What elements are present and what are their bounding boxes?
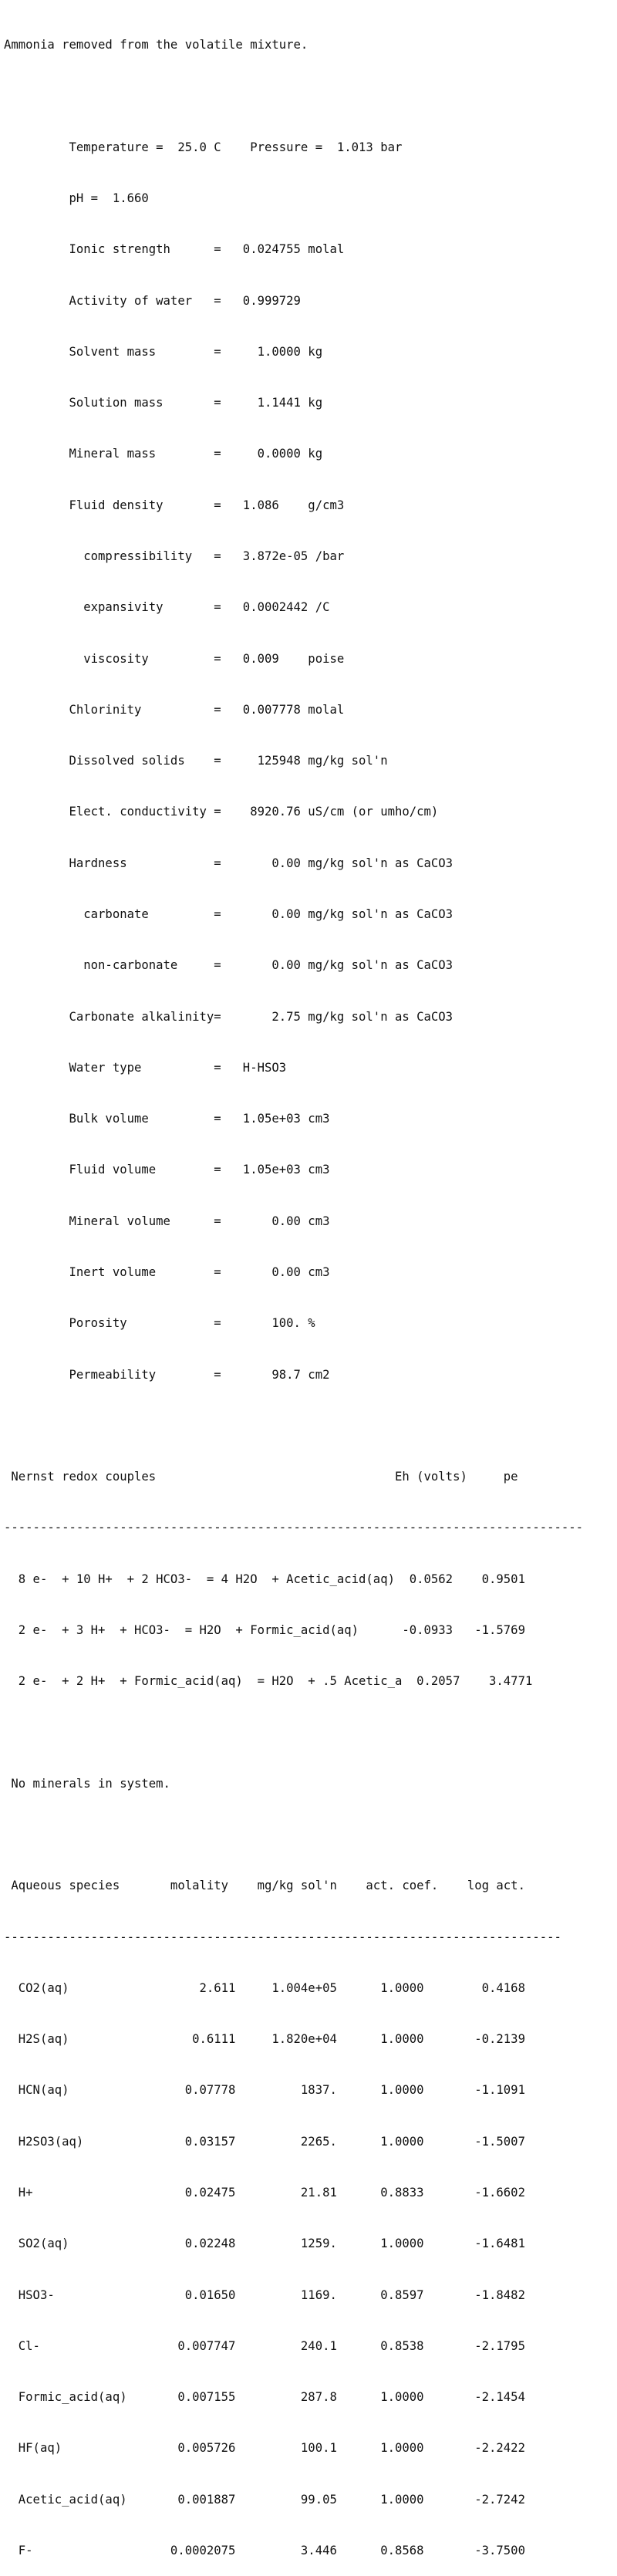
species-row: HF(aq) 0.005726 100.1 1.0000 -2.2422 (4, 2441, 525, 2456)
property-carbonate: carbonate = 0.00 mg/kg sol'n as CaCO3 (4, 906, 453, 921)
property-porosity: Porosity = 100. % (4, 1316, 315, 1331)
species-row: HCN(aq) 0.07778 1837. 1.0000 -1.1091 (4, 2083, 525, 2098)
redox-row: 2 e- + 2 H+ + Formic_acid(aq) = H2O + .5 Acetic_a 0.2057 3.4771 (4, 1674, 533, 1689)
property-fluid-volume: Fluid volume = 1.05e+03 cm3 (4, 1163, 330, 1177)
redox-row: 8 e- + 10 H+ + 2 HCO3- = 4 H2O + Acetic_acid(aq) 0.0562 0.9501 (4, 1572, 525, 1586)
blank-line (4, 1826, 583, 1843)
species-row: Acetic_acid(aq) 0.001887 99.05 1.0000 -2.7242 (4, 2492, 525, 2507)
species-row: F- 0.0002075 3.446 0.8568 -3.7500 (4, 2543, 525, 2557)
property-solvent-mass: Solvent mass = 1.0000 kg (4, 344, 323, 359)
property-inert-volume: Inert volume = 0.00 cm3 (4, 1264, 330, 1279)
property-conductivity: Elect. conductivity = 8920.76 uS/cm (or umho/cm) (4, 805, 439, 819)
property-dissolved-solids: Dissolved solids = 125948 mg/kg sol'n (4, 754, 388, 768)
property-fluid-density: Fluid density = 1.086 g/cm3 (4, 498, 345, 512)
species-row: Formic_acid(aq) 0.007155 287.8 1.0000 -2.1454 (4, 2390, 525, 2405)
species-row: CO2(aq) 2.611 1.004e+05 1.0000 0.4168 (4, 1980, 525, 1995)
temperature-pressure-line: Temperature = 25.0 C Pressure = 1.013 bar (4, 140, 403, 154)
species-row: H2SO3(aq) 0.03157 2265. 1.0000 -1.5007 (4, 2134, 525, 2149)
property-expansivity: expansivity = 0.0002442 /C (4, 600, 330, 615)
property-ionic-strength: Ionic strength = 0.024755 molal (4, 242, 345, 257)
species-divider: ----------------------------------------------------------------------------- (4, 1929, 561, 1944)
blank-line (4, 87, 583, 104)
species-row: SO2(aq) 0.02248 1259. 1.0000 -1.6481 (4, 2237, 525, 2251)
property-activity-of-water: Activity of water = 0.999729 (4, 293, 301, 308)
species-header: Aqueous species molality mg/kg sol'n act. coef. log act. (4, 1879, 525, 1893)
property-viscosity: viscosity = 0.009 poise (4, 651, 345, 666)
redox-row: 2 e- + 3 H+ + HCO3- = H2O + Formic_acid(aq) -0.0933 -1.5769 (4, 1622, 525, 1637)
property-bulk-volume: Bulk volume = 1.05e+03 cm3 (4, 1112, 330, 1126)
redox-divider: -------------------------------------------------------------------------------- (4, 1521, 584, 1535)
redox-header: Nernst redox couples Eh (volts) pe (4, 1470, 518, 1484)
header-line: Ammonia removed from the volatile mixture. (4, 38, 308, 52)
species-row: H2S(aq) 0.6111 1.820e+04 1.0000 -0.2139 (4, 2032, 525, 2047)
species-row: HSO3- 0.01650 1169. 0.8597 -1.8482 (4, 2287, 525, 2302)
blank-line (4, 1724, 583, 1740)
output-document (4, 2, 583, 2576)
blank-line (4, 1417, 583, 1434)
property-permeability: Permeability = 98.7 cm2 (4, 1367, 330, 1382)
species-row: Cl- 0.007747 240.1 0.8538 -2.1795 (4, 2338, 525, 2353)
property-non-carbonate: non-carbonate = 0.00 mg/kg sol'n as CaCO3 (4, 958, 453, 973)
property-carbonate-alkalinity: Carbonate alkalinity= 2.75 mg/kg sol'n as CaCO3 (4, 1009, 453, 1024)
property-water-type: Water type = H-HSO3 (4, 1060, 287, 1075)
minerals-note: No minerals in system. (4, 1776, 170, 1791)
property-mineral-mass: Mineral mass = 0.0000 kg (4, 447, 323, 461)
ph-line: pH = 1.660 (4, 191, 149, 206)
property-hardness: Hardness = 0.00 mg/kg sol'n as CaCO3 (4, 856, 453, 870)
property-mineral-volume: Mineral volume = 0.00 cm3 (4, 1214, 330, 1228)
property-compressibility: compressibility = 3.872e-05 /bar (4, 549, 345, 563)
property-chlorinity: Chlorinity = 0.007778 molal (4, 702, 345, 717)
property-solution-mass: Solution mass = 1.1441 kg (4, 396, 323, 410)
species-row: H+ 0.02475 21.81 0.8833 -1.6602 (4, 2186, 525, 2200)
